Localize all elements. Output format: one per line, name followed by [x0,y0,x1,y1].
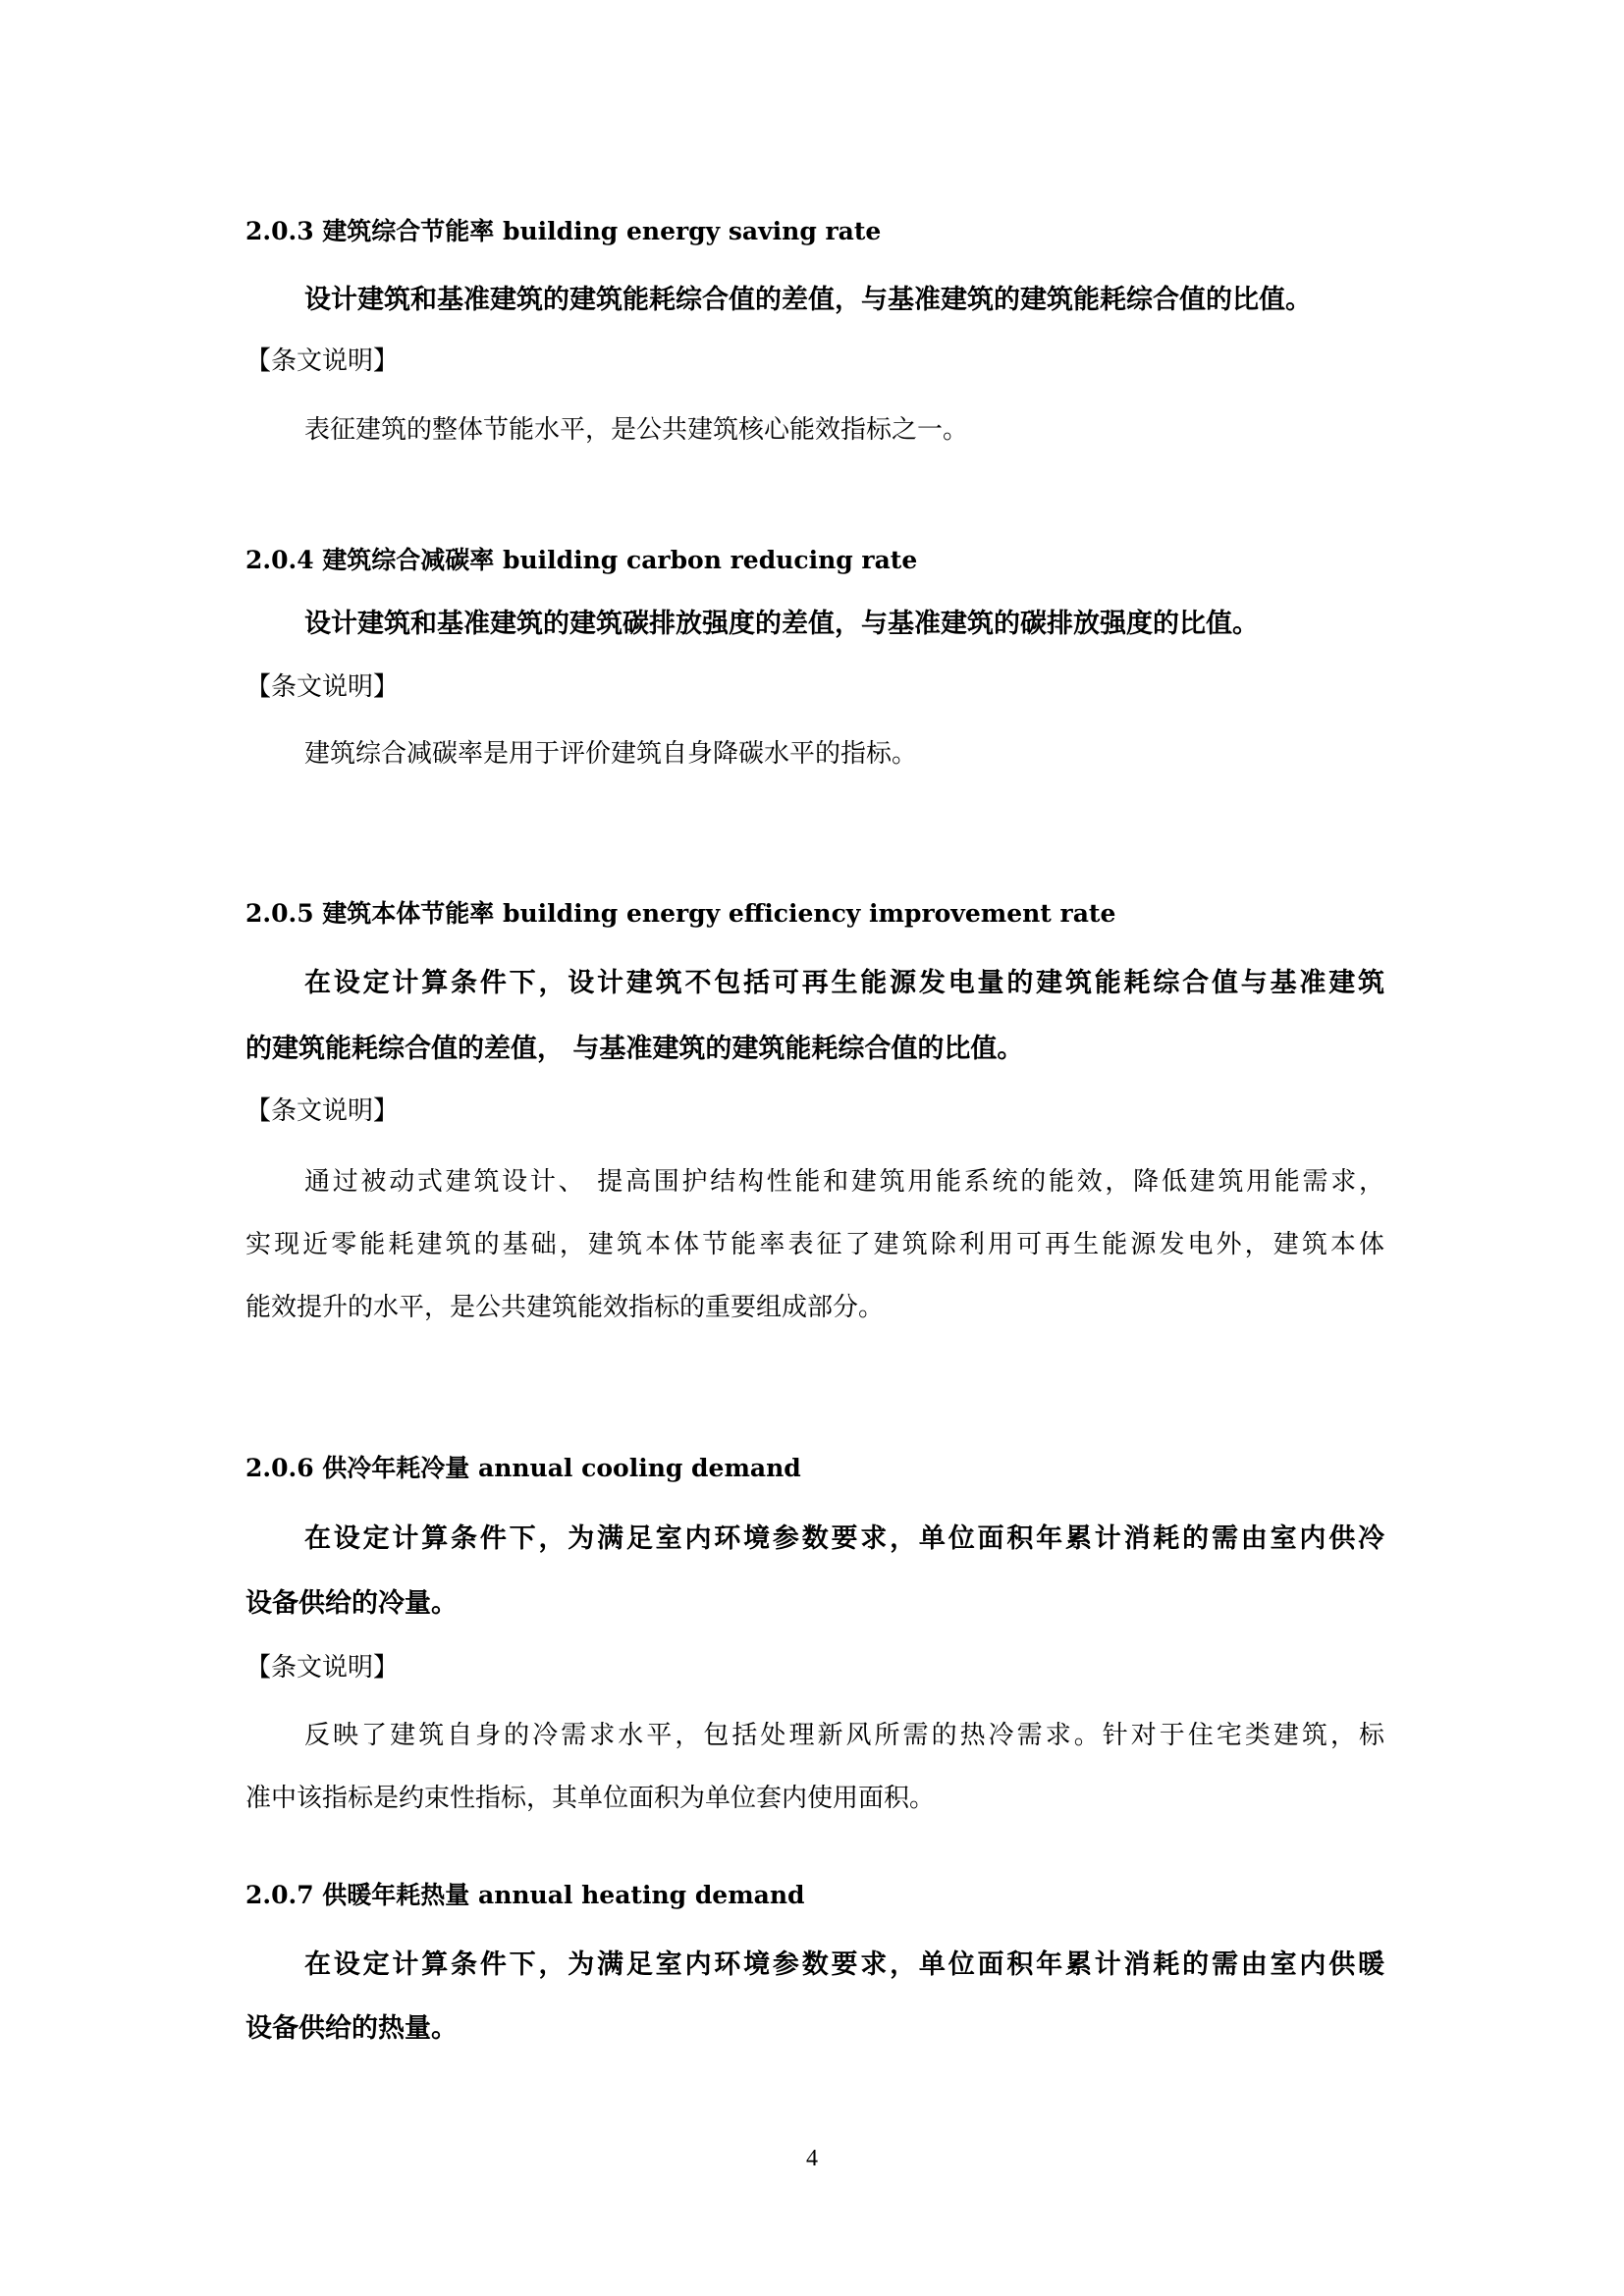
section-2-0-4-note-label: 【条文说明】 [245,672,400,702]
section-2-0-5-definition-line-1: 在设定计算条件下，设计建筑不包括可再生能源发电量的建筑能耗综合值与基准建筑 [304,968,1384,998]
section-2-0-5-note-line-3: 能效提升的水平，是公共建筑能效指标的重要组成部分。 [245,1293,885,1322]
section-2-0-7-heading: 2.0.7 供暖年耗热量 annual heating demand [245,1881,805,1909]
section-2-0-3-note-label: 【条文说明】 [245,347,400,376]
section-2-0-6-definition-line-2: 设备供给的冷量。 [245,1588,458,1619]
section-2-0-5-definition-line-2: 的建筑能耗综合值的差值， 与基准建筑的建筑能耗综合值的比值。 [245,1034,1024,1064]
section-2-0-5-note-line-1: 通过被动式建筑设计、 提高围护结构性能和建筑用能系统的能效，降低建筑用能需求， [304,1167,1384,1197]
section-2-0-7-definition-line-1: 在设定计算条件下，为满足室内环境参数要求，单位面积年累计消耗的需由室内供暖 [304,1949,1384,1980]
section-2-0-6-note-label: 【条文说明】 [245,1653,400,1682]
section-2-0-3-definition: 设计建筑和基准建筑的建筑能耗综合值的差值，与基准建筑的建筑能耗综合值的比值。 [304,285,1312,315]
section-2-0-5-note-line-2: 实现近零能耗建筑的基础，建筑本体节能率表征了建筑除利用可再生能源发电外，建筑本体 [245,1230,1384,1259]
section-2-0-6-definition-line-1: 在设定计算条件下，为满足室内环境参数要求，单位面积年累计消耗的需由室内供冷 [304,1523,1384,1554]
section-2-0-6-heading: 2.0.6 供冷年耗冷量 annual cooling demand [245,1454,801,1482]
section-2-0-3-heading: 2.0.3 建筑综合节能率 building energy saving rate [245,217,882,245]
section-2-0-7-definition-line-2: 设备供给的热量。 [245,2013,458,2044]
section-2-0-6-note-line-1: 反映了建筑自身的冷需求水平，包括处理新风所需的热冷需求。针对于住宅类建筑，标 [304,1721,1384,1750]
section-2-0-4-definition: 设计建筑和基准建筑的建筑碳排放强度的差值，与基准建筑的碳排放强度的比值。 [304,609,1259,639]
section-2-0-5-note-label: 【条文说明】 [245,1096,400,1126]
section-2-0-3-note: 表征建筑的整体节能水平，是公共建筑核心能效指标之一。 [304,415,969,445]
section-2-0-4-note: 建筑综合减碳率是用于评价建筑自身降碳水平的指标。 [304,739,918,769]
section-2-0-4-heading: 2.0.4 建筑综合减碳率 building carbon reducing rate [245,546,918,574]
section-2-0-5-heading: 2.0.5 建筑本体节能率 building energy efficiency improvement rate [245,899,1116,928]
section-2-0-6-note-line-2: 准中该指标是约束性指标，其单位面积为单位套内使用面积。 [245,1784,936,1813]
page-number: 4 [806,2146,818,2171]
